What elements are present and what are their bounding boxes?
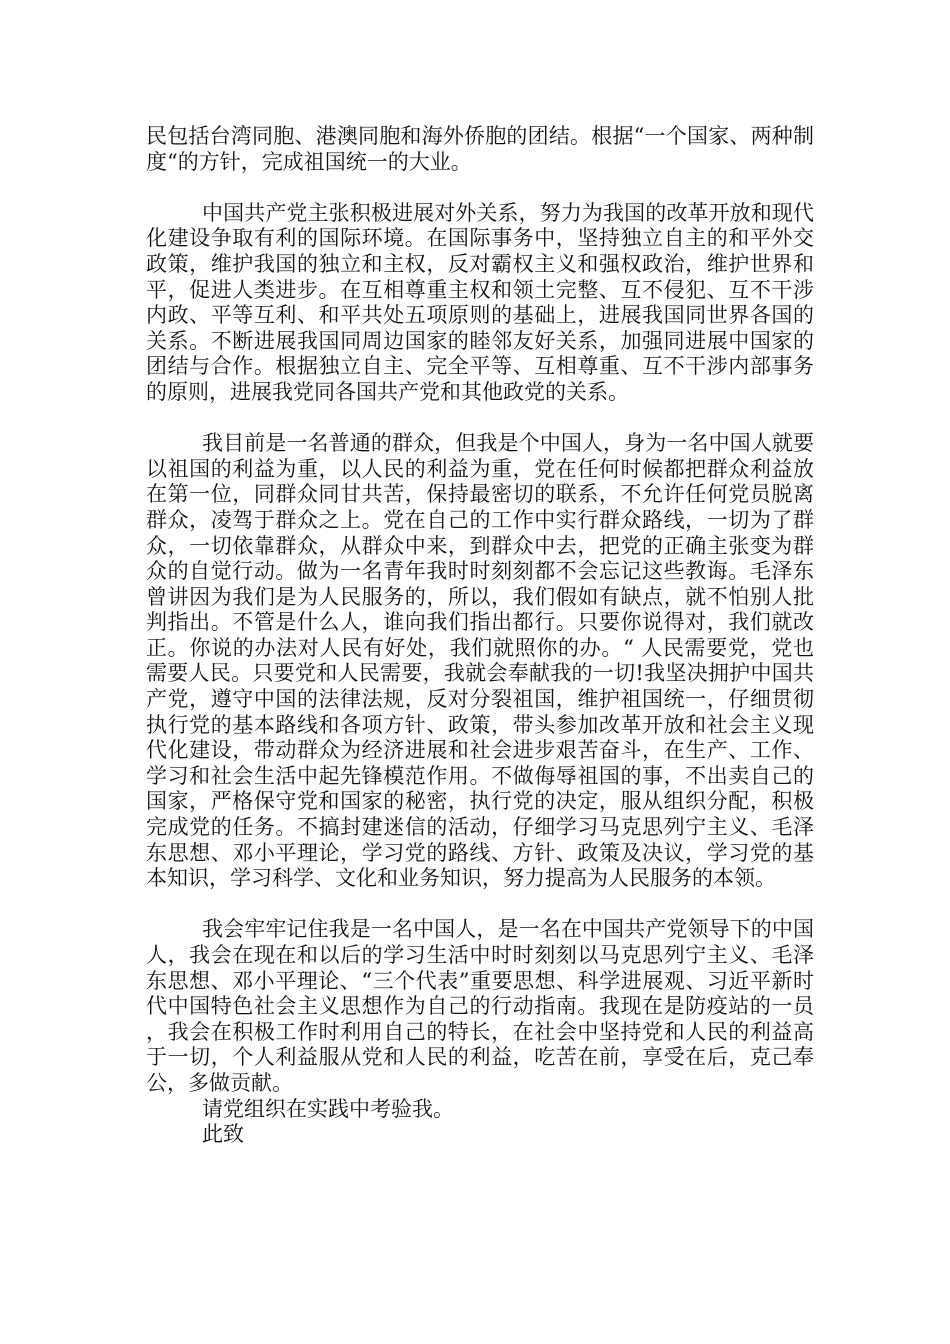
paragraph-unification: 民包括台湾同胞、港澳同胞和海外侨胞的团结。根据“一个国家、两种制度“的方针，完成祖国统一的大业。 bbox=[146, 124, 814, 174]
paragraph-foreign-relations: 中国共产党主张积极进展对外关系，努力为我国的改革开放和现代化建设争取有利的国际环境。在国际事务中，坚持独立自主的和平外交政策，维护我国的独立和主权，反对霸权主义和强权政治，维护世界和平，促进人类进步。在互相尊重主权和领土完整、互不侵犯、互不干涉内政、平等互利、和平共处五项原则的基础上，进展我国同世界各国的关系。不断进展我国同周边国家的睦邻友好关系，加强同进展中国家的团结与合作。根据独立自主、完全平等、互相尊重、互不干涉内部事务的原则，进展我党同各国共产党和其他政党的关系。 bbox=[146, 200, 814, 404]
closing-salutation: 此致 bbox=[202, 1122, 244, 1147]
paragraph-pledge: 我会牢牢记住我是一名中国人，是一名在中国共产党领导下的中国人，我会在现在和以后的学习生活中时时刻刻以马克思列宁主义、毛泽东思想、邓小平理论、“三个代表”重要思想、科学进展观、习近平新时代中国特色社会主义思想作为自己的行动指南。我现在是防疫站的一员，我会在积极工作时利用自己的特长，在社会中坚持党和人民的利益高于一切，个人利益服从党和人民的利益，吃苦在前，享受在后，克己奉公，多做贡献。 bbox=[146, 917, 814, 1095]
paragraph-request: 请党组织在实践中考验我。 bbox=[202, 1096, 454, 1121]
paragraph-personal-commitment: 我目前是一名普通的群众，但我是个中国人，身为一名中国人就要以祖国的利益为重，以人民的利益为重，党在任何时候都把群众利益放在第一位，同群众同甘共苦，保持最密切的联系，不允许任何党员脱离群众，凌驾于群众之上。党在自己的工作中实行群众路线，一切为了群众，一切依靠群众，从群众中来，到群众中去，把党的正确主张变为群众的自觉行动。做为一名青年我时时刻刻都不会忘记这些教诲。毛泽东曾讲因为我们是为人民服务的，所以，我们假如有缺点，就不怕别人批判指出。不管是什么人，谁向我们指出都行。只要你说得对，我们就改正。你说的办法对人民有好处，我们就照你的办。“ 人民需要党，党也需要人民。只要党和人民需要，我就会奉献我的一切!我坚决拥护中国共产党，遵守中国的法律法规，反对分裂祖国，维护祖国统一，仔细贯彻执行党的基本路线和各项方针、政策，带头参加改革开放和社会主义现代化建设，带动群众为经济进展和社会进步艰苦奋斗，在生产、工作、学习和社会生活中起先锋模范作用。不做侮辱祖国的事，不出卖自己的国家，严格保守党和国家的秘密，执行党的决定，服从组织分配，积极完成党的任务。不搞封建迷信的活动，仔细学习马克思列宁主义、毛泽东思想、邓小平理论，学习党的路线、方针、政策及决议，学习党的基本知识，学习科学、文化和业务知识，努力提高为人民服务的本领。 bbox=[146, 431, 814, 891]
document-page bbox=[146, 124, 814, 1148]
